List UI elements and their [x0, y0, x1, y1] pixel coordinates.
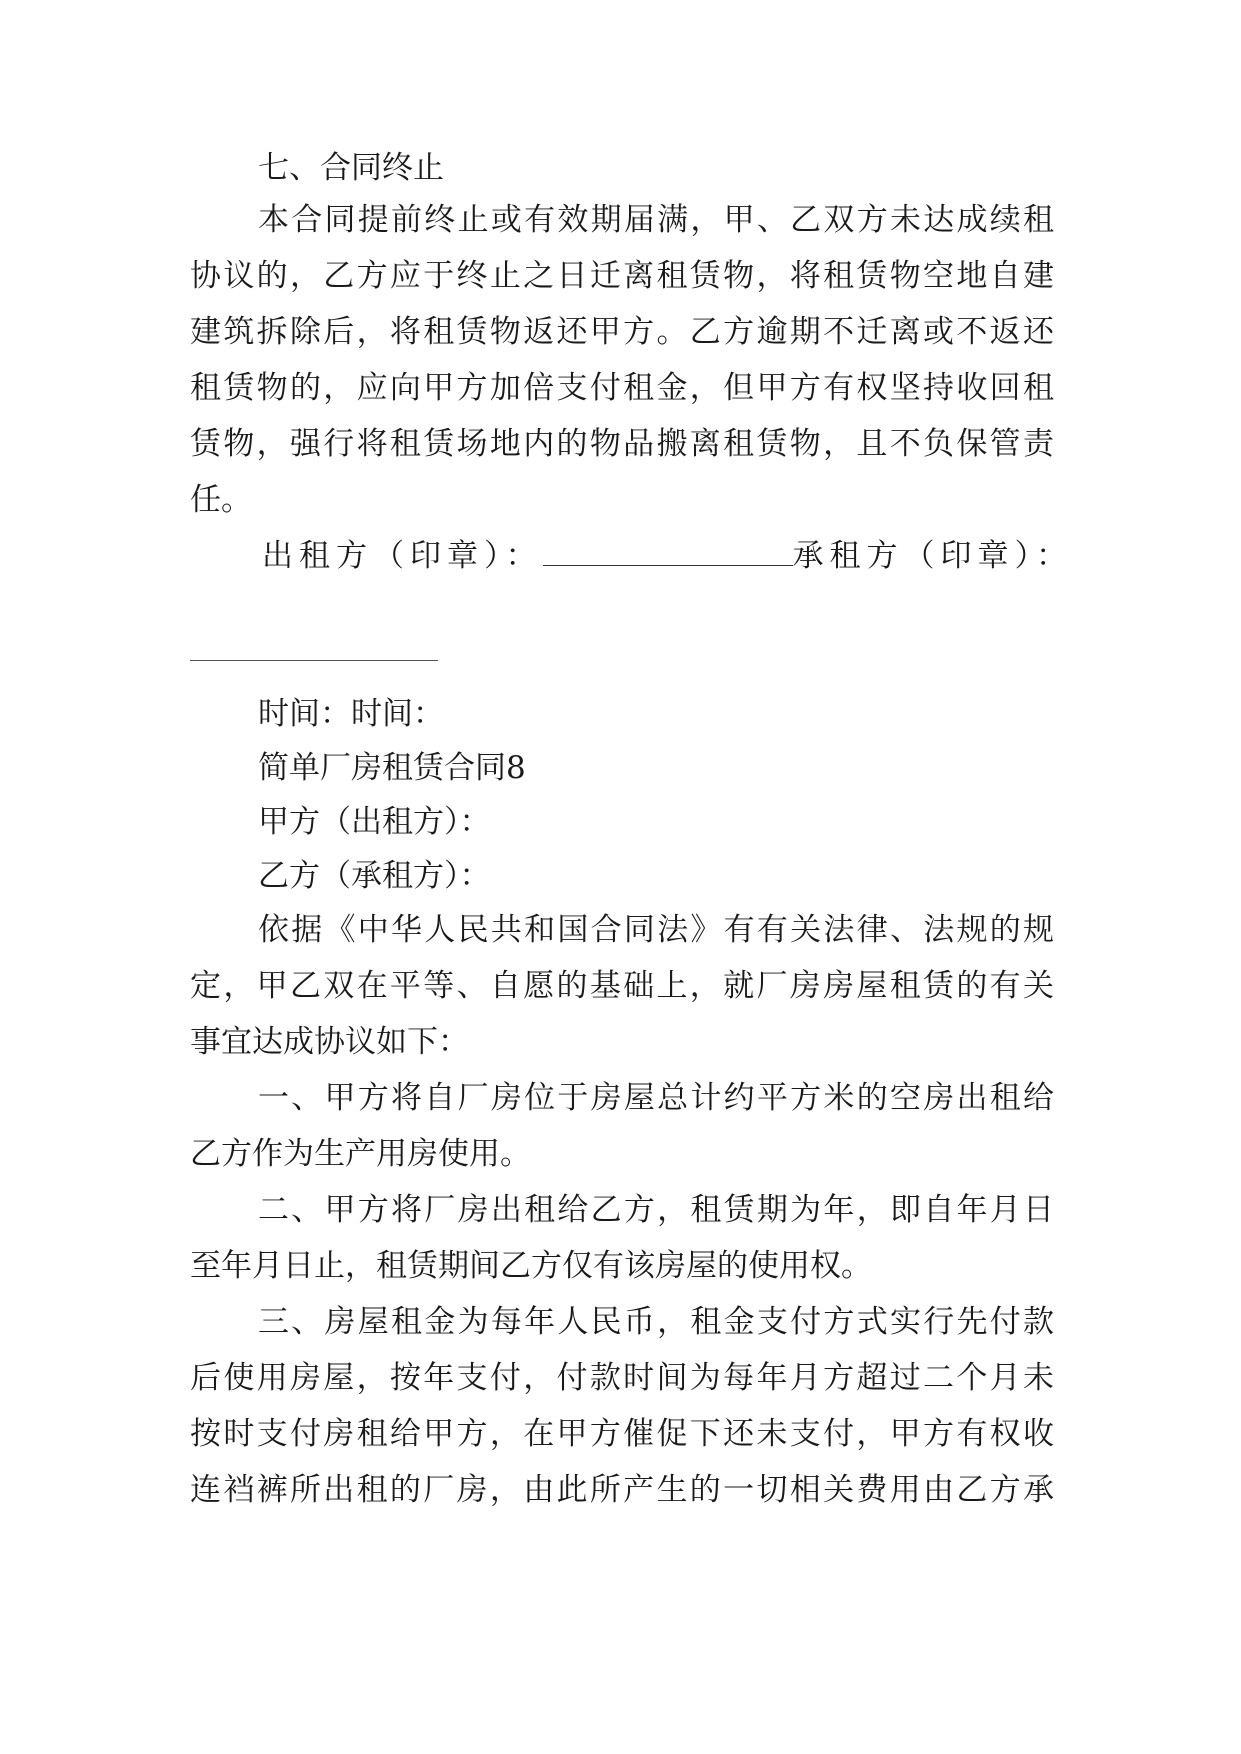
- paragraph-line: 租赁物的，应向甲方加倍支付租金，但甲方有权坚持收回租: [190, 370, 1054, 406]
- signature-row: [262, 536, 1073, 576]
- party-b-line: 乙方（承租方）：: [258, 858, 491, 894]
- contract-title: 简单厂房租赁合同8: [258, 750, 526, 786]
- paragraph-line: 乙方作为生产用房使用。: [190, 1136, 531, 1172]
- paragraph-line: 任。: [190, 482, 252, 518]
- paragraph-line: 建筑拆除后，将租赁物返还甲方。乙方逾期不迁离或不返还: [190, 314, 1054, 350]
- paragraph-line: 依据《中华人民共和国合同法》有有关法律、法规的规: [258, 912, 1054, 948]
- lessor-signature-blank: [543, 537, 793, 566]
- paragraph-line: 二、甲方将厂房出租给乙方，租赁期为年，即自年月日: [258, 1192, 1054, 1228]
- paragraph-line: 定，甲乙双在平等、自愿的基础上，就厂房房屋租赁的有关: [190, 968, 1054, 1004]
- party-a-line: 甲方（出租方）：: [258, 804, 491, 840]
- paragraph-line: 按时支付房租给甲方，在甲方催促下还未支付，甲方有权收: [190, 1416, 1054, 1452]
- lessor-seal-label: 出租方（印章）：: [262, 538, 543, 574]
- paragraph-line: 协议的，乙方应于终止之日迁离租赁物，将租赁物空地自建: [190, 258, 1054, 294]
- paragraph-line: 一、甲方将自厂房位于房屋总计约平方米的空房出租给: [258, 1080, 1054, 1116]
- lessee-signature-blank: [190, 660, 438, 661]
- paragraph-line: 连裆裤所出租的厂房，由此所产生的一切相关费用由乙方承: [190, 1472, 1054, 1508]
- section-heading: 七、合同终止: [258, 150, 444, 186]
- paragraph-line: 至年月日止，租赁期间乙方仅有该房屋的使用权。: [190, 1248, 872, 1284]
- lessee-seal-label: 承租方（印章）：: [792, 538, 1073, 574]
- paragraph-line: 三、房屋租金为每年人民币，租金支付方式实行先付款: [258, 1304, 1054, 1340]
- paragraph-line: 事宜达成协议如下：: [190, 1024, 469, 1060]
- time-line: 时间：时间：: [258, 696, 444, 732]
- paragraph-line: 后使用房屋，按年支付，付款时间为每年月方超过二个月未: [190, 1360, 1054, 1396]
- paragraph-line: 赁物，强行将租赁场地内的物品搬离租赁物，且不负保管责: [190, 426, 1054, 462]
- document-page: [190, 0, 1073, 1754]
- paragraph-line: 本合同提前终止或有效期届满，甲、乙双方未达成续租: [258, 202, 1054, 238]
